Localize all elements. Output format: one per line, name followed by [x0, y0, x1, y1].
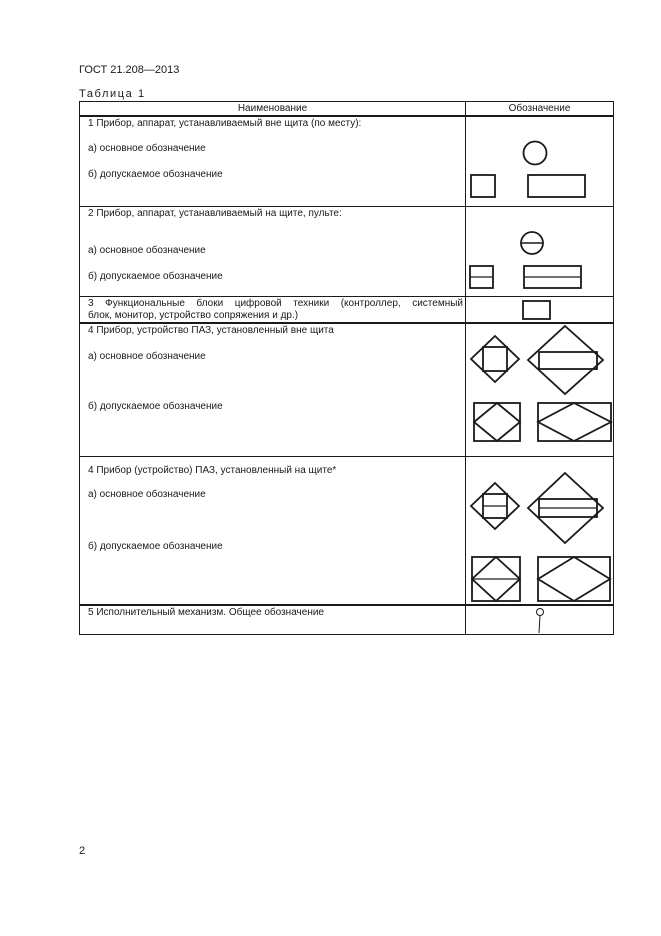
row-title: 5 Исполнительный механизм. Общее обозначение: [88, 606, 324, 618]
standard-number: ГОСТ 21.208—2013: [79, 64, 180, 76]
table-caption: Таблица 1: [79, 88, 146, 100]
row-title: 4 Прибор (устройство) ПАЗ, установленный на щите*: [88, 465, 337, 476]
table-header-row: [80, 102, 614, 117]
variant-a-label: а) основное обозначение: [88, 244, 206, 256]
actuator-symbol: [537, 608, 544, 633]
square-diamond-symbol: [474, 403, 520, 441]
rectangle-symbol: [528, 175, 585, 197]
variant-a-label: а) основное обозначение: [88, 350, 206, 362]
table-row: [80, 116, 614, 206]
circle-symbol: [524, 142, 547, 165]
row-symbol: [466, 323, 614, 457]
row-symbol: [466, 457, 614, 605]
row-symbol: [466, 116, 614, 206]
table-row: [80, 206, 614, 296]
symbol-graphics: [466, 207, 613, 297]
diamond-square-symbol: [471, 336, 519, 382]
diamond-square-line-symbol: [471, 483, 519, 529]
row-symbol: [466, 206, 614, 296]
row-description: [80, 206, 466, 296]
diamond-rectangle-line-symbol: [528, 473, 603, 543]
column-header-name: Наименование: [80, 102, 466, 117]
table-row: [80, 296, 614, 323]
row-title-line1: 3 Функциональные блоки цифровой техники (контроллер, системный: [88, 297, 463, 309]
row-description: [80, 605, 466, 635]
row-description: [80, 457, 466, 605]
symbol-graphics: [466, 324, 613, 458]
variant-b-label: б) допускаемое обозначение: [88, 169, 223, 180]
symbol-graphics: [466, 297, 613, 323]
row-title: 2 Прибор, аппарат, устанавливаемый на щите, пульте:: [88, 207, 342, 219]
row-description: [80, 296, 466, 323]
variant-b-label: б) допускаемое обозначение: [88, 270, 223, 282]
square-symbol: [471, 175, 495, 197]
page-number: 2: [79, 845, 86, 857]
variant-b-label: б) допускаемое обозначение: [88, 400, 223, 412]
row-symbol: [466, 605, 614, 635]
rectangle-diamond-line-symbol: [538, 557, 610, 601]
variant-a-label: а) основное обозначение: [88, 489, 206, 500]
table-row: [80, 457, 614, 605]
table-row: [80, 605, 614, 635]
row-title: 4 Прибор, устройство ПАЗ, установленный вне щита: [88, 324, 334, 336]
block-symbol: [523, 301, 550, 319]
square-diamond-line-symbol: [472, 557, 520, 601]
symbol-graphics: [466, 117, 613, 207]
diamond-rectangle-symbol: [528, 326, 603, 394]
row-title-line2: блок, монитор, устройство сопряжения и др.): [88, 309, 299, 321]
rectangle-diamond-symbol: [538, 403, 611, 441]
symbol-graphics: [466, 606, 613, 636]
symbol-graphics: [466, 457, 613, 605]
variant-b-label: б) допускаемое обозначение: [88, 541, 223, 552]
variant-a-label: а) основное обозначение: [88, 143, 206, 154]
column-header-symbol: Обозначение: [466, 102, 614, 117]
row-title: 1 Прибор, аппарат, устанавливаемый вне щита (по месту):: [88, 118, 362, 129]
row-description: [80, 323, 466, 457]
symbols-table: [79, 101, 614, 635]
table-row: [80, 323, 614, 457]
row-description: [80, 116, 466, 206]
row-symbol: [466, 296, 614, 323]
